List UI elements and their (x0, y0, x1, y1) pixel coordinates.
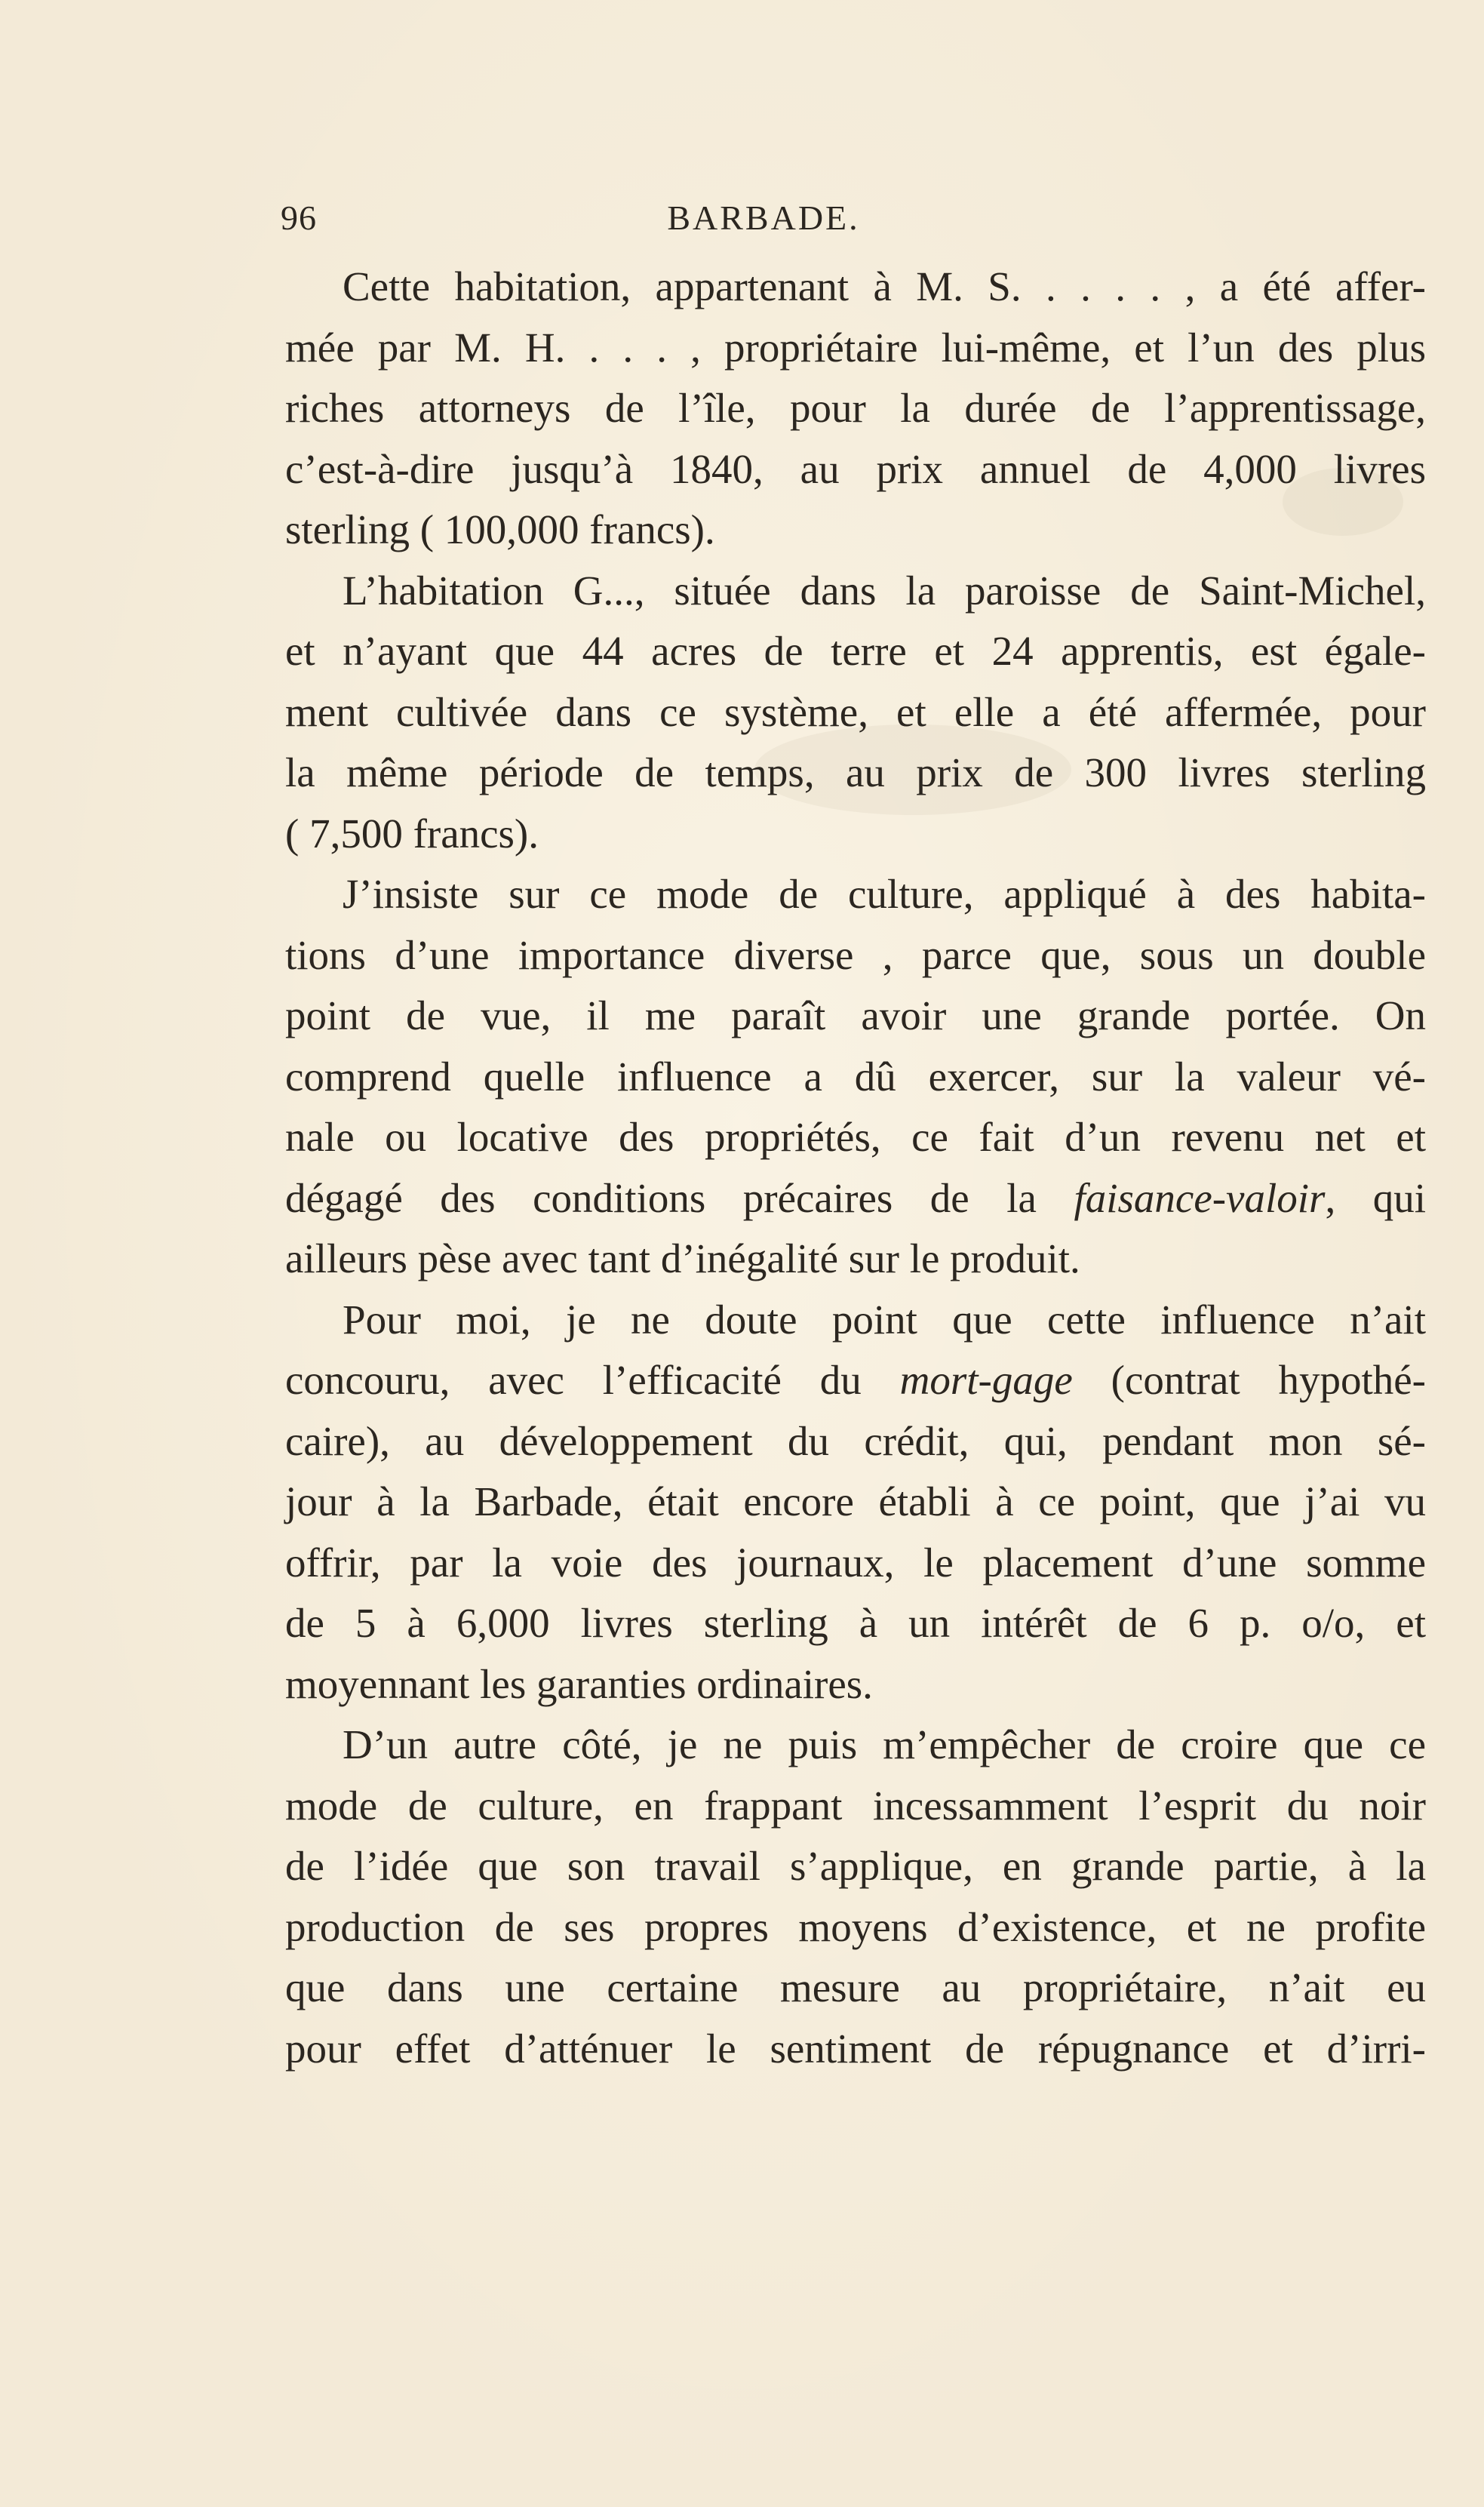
text-line: sterling ( 100,000 francs). (285, 506, 715, 552)
running-title: BARBADE. (667, 198, 860, 237)
text-line: Pour moi, je ne doute point que cette influence n’ait (343, 1296, 1426, 1343)
paragraph (285, 257, 1426, 561)
text-line: point de vue, il me paraît avoir une grande portée. On (285, 992, 1426, 1038)
text-line: c’est-à-dire jusqu’à 1840, au prix annuel de 4,000 livres (285, 445, 1426, 492)
text-line: pour effet d’atténuer le sentiment de répugnance et d’irri- (285, 2025, 1426, 2072)
text-line: D’un autre côté, je ne puis m’empêcher de croire que ce (343, 1721, 1426, 1767)
text-line: offrir, par la voie des journaux, le placement d’une somme (285, 1539, 1426, 1586)
text-run: , qui (1325, 1174, 1426, 1221)
text-line (285, 1350, 1426, 1411)
text-line: que dans une certaine mesure au propriétaire, n’ait eu (285, 1964, 1426, 2010)
text-line: production de ses propres moyens d’existence, et ne profite (285, 1903, 1426, 1950)
italic-term: faisance-valoir (1074, 1174, 1326, 1221)
text-line: J’insiste sur ce mode de culture, appliqué à des habita- (343, 871, 1426, 917)
text-line: de 5 à 6,000 livres sterling à un intérêt de 6 p. o/o, et (285, 1600, 1426, 1646)
text-line: Cette habitation, appartenant à M. S. . . . . , a été affer- (343, 263, 1426, 309)
text-line: nale ou locative des propriétés, ce fait d’un revenu net et (285, 1114, 1426, 1160)
paragraph (285, 561, 1426, 865)
paragraph (285, 1290, 1426, 1715)
page-number: 96 (281, 198, 317, 237)
text-line: tions d’une importance diverse , parce que, sous un double (285, 931, 1426, 978)
text-line: mée par M. H. . . . , propriétaire lui-même, et l’un des plus (285, 324, 1426, 371)
paragraph (285, 864, 1426, 1290)
running-head (281, 198, 1427, 251)
text-line: ( 7,500 francs). (285, 810, 539, 857)
text-line: la même période de temps, au prix de 300 livres sterling (285, 749, 1426, 795)
text-line: et n’ayant que 44 acres de terre et 24 apprentis, est égale- (285, 628, 1426, 674)
text-line: ment cultivée dans ce système, et elle a été affermée, pour (285, 688, 1426, 735)
text-line: mode de culture, en frappant incessamment l’esprit du noir (285, 1782, 1426, 1829)
text-line: de l’idée que son travail s’applique, en grande partie, à la (285, 1843, 1426, 1889)
text-line: riches attorneys de l’île, pour la durée de l’apprentissage, (285, 385, 1426, 431)
text-line: ailleurs pèse avec tant d’inégalité sur le produit. (285, 1235, 1080, 1281)
text-line: jour à la Barbade, était encore établi à ce point, que j’ai vu (285, 1478, 1426, 1524)
text-run: dégagé des conditions précaires de la (285, 1174, 1074, 1221)
body-text (285, 257, 1426, 2079)
text-line: caire), au développement du crédit, qui, pendant mon sé- (285, 1417, 1426, 1464)
text-line: L’habitation G..., située dans la paroisse de Saint-Michel, (343, 567, 1426, 614)
text-run: concouru, avec l’efficacité du (285, 1357, 900, 1403)
text-line: comprend quelle influence a dû exercer, sur la valeur vé- (285, 1053, 1426, 1100)
text-line: moyennant les garanties ordinaires. (285, 1660, 873, 1707)
italic-term: mort-gage (899, 1357, 1073, 1403)
text-line (285, 1168, 1426, 1229)
paragraph (285, 1715, 1426, 2079)
text-run: (contrat hypothé- (1072, 1357, 1426, 1403)
